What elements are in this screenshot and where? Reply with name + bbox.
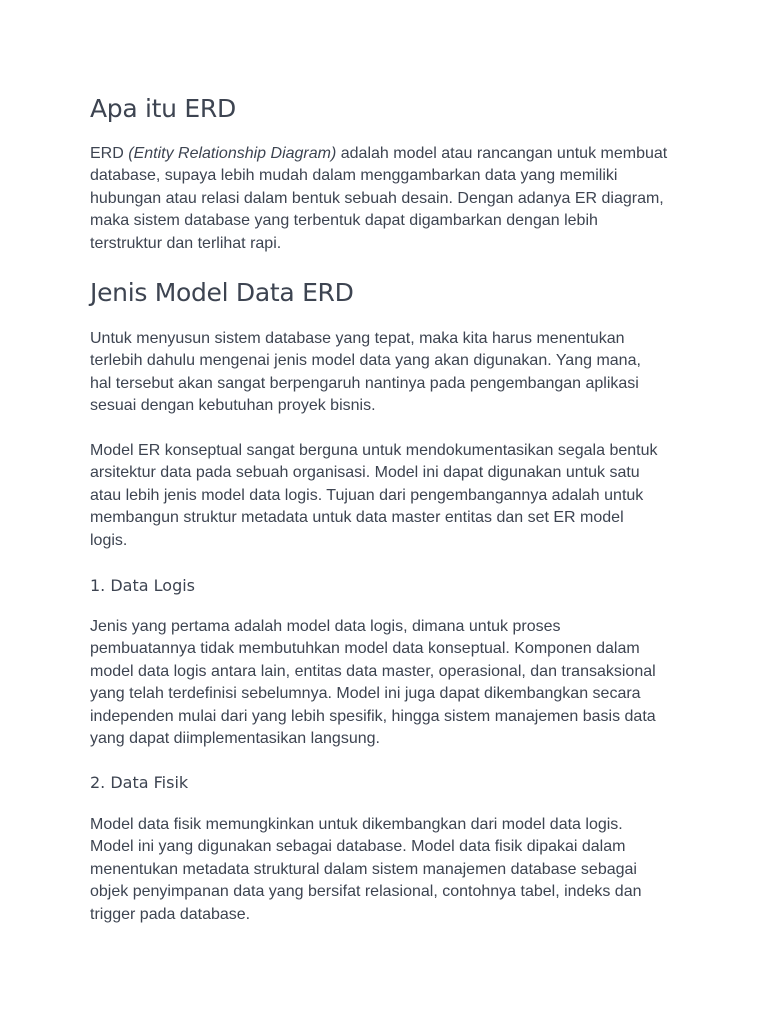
text-line: model data logis antara lain, entitas data master, operasional, dan transaksional bbox=[90, 662, 656, 680]
heading-apa-itu-erd: Apa itu ERD bbox=[90, 94, 236, 123]
text-line: Untuk menyusun sistem database yang tepat, maka kita harus menentukan bbox=[90, 330, 625, 347]
text-line: pembuatannya tidak membutuhkan model data konseptual. Komponen dalam bbox=[90, 640, 640, 658]
erd-def-line-1 bbox=[90, 143, 690, 165]
heading-data-logis: 1. Data Logis bbox=[90, 576, 195, 595]
paragraph-erd-definition bbox=[90, 143, 690, 255]
text-line: membangun struktur metadata untuk data master entitas dan set ER model bbox=[90, 509, 624, 527]
text-line: arsitektur data pada sebuah organisasi. Model ini dapat digunakan untuk satu bbox=[90, 464, 640, 482]
heading-data-fisik: 2. Data Fisik bbox=[90, 773, 189, 792]
text-line: sesuai dengan kebutuhan proyek bisnis. bbox=[90, 397, 376, 415]
text-line: hal tersebut akan sangat berpengaruh nantinya pada pengembangan aplikasi bbox=[90, 374, 639, 392]
erd-fullname: (Entity Relationship Diagram) bbox=[128, 145, 337, 162]
text-line: menentukan metadata struktural dalam sistem manajemen database sebagai bbox=[90, 860, 637, 878]
text-line: maka sistem database yang terbentuk dapat digambarkan dengan lebih bbox=[90, 212, 598, 230]
erd-def-line-1-rest: adalah model atau rancangan untuk membuat bbox=[336, 145, 668, 162]
paragraph-model-konseptual bbox=[90, 440, 690, 552]
erd-abbrev: ERD bbox=[90, 145, 129, 162]
text-line: trigger pada database. bbox=[90, 905, 251, 923]
text-line: Model data fisik memungkinkan untuk dikembangkan dari model data logis. bbox=[90, 816, 623, 833]
text-line: independen mulai dari yang lebih spesifik, hingga sistem manajemen basis data bbox=[90, 707, 656, 725]
paragraph-data-logis bbox=[90, 616, 690, 750]
text-line: terlebih dahulu mengenai jenis model data yang akan digunakan. Yang mana, bbox=[90, 352, 641, 370]
text-line: logis. bbox=[90, 531, 128, 549]
text-line: Model ini yang digunakan sebagai database. Model data fisik dipakai dalam bbox=[90, 838, 626, 856]
text-line: hubungan atau relasi dalam bentuk sebuah desain. Dengan adanya ER diagram, bbox=[90, 189, 664, 207]
text-line: objek penyimpanan data yang bersifat relasional, contohnya tabel, indeks dan bbox=[90, 883, 642, 901]
text-line: yang telah terdefinisi sebelumnya. Model ini juga dapat dikembangkan secara bbox=[90, 685, 641, 703]
text-line: atau lebih jenis model data logis. Tujuan dari pengembangannya adalah untuk bbox=[90, 486, 644, 504]
text-line: database, supaya lebih mudah dalam menggambarkan data yang memiliki bbox=[90, 167, 618, 185]
paragraph-data-fisik bbox=[90, 814, 690, 926]
paragraph-jenis-intro bbox=[90, 328, 690, 418]
heading-jenis-model-data: Jenis Model Data ERD bbox=[90, 278, 354, 307]
text-line: Jenis yang pertama adalah model data logis, dimana untuk proses bbox=[90, 618, 561, 635]
text-line: Model ER konseptual sangat berguna untuk mendokumentasikan segala bentuk bbox=[90, 442, 658, 459]
text-line: terstruktur dan terlihat rapi. bbox=[90, 234, 282, 252]
text-line: yang dapat diimplementasikan langsung. bbox=[90, 730, 380, 748]
